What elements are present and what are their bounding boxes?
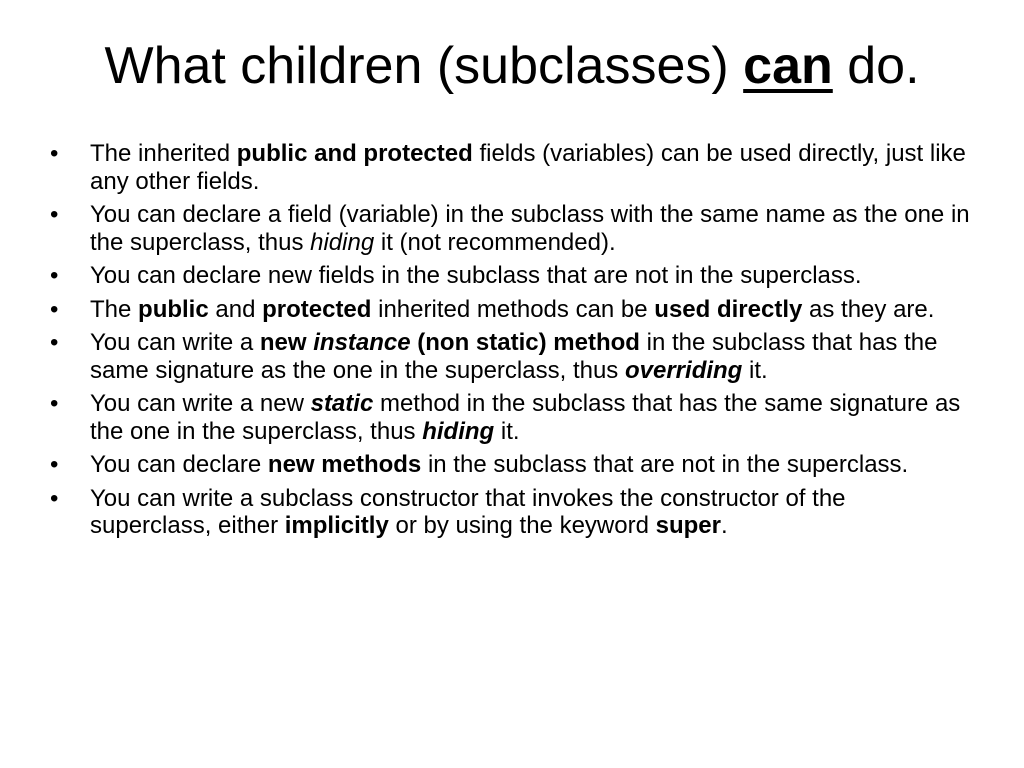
bullet-text-segment: You can declare new fields in the subclass that are not in the superclass. xyxy=(90,262,862,289)
bullet-text-segment: new methods xyxy=(267,451,422,478)
bullet-text-segment: or by using the keyword xyxy=(388,512,656,539)
bullet-item xyxy=(50,390,970,445)
bullet-text-segment: implicitly xyxy=(284,512,389,539)
bullet-text-segment: You can write a subclass constructor that invokes the constructor of the superclass, either xyxy=(90,484,846,539)
bullet-dot: • xyxy=(50,329,59,356)
title-text-after: do. xyxy=(832,37,920,95)
bullet-dot: • xyxy=(50,201,59,228)
bullet-text-segment: The xyxy=(90,295,139,323)
bullet-text-segment: You can declare xyxy=(90,451,268,478)
bullet-text-segment: used directly xyxy=(654,295,803,323)
bullet-text-segment: You can write a xyxy=(90,329,260,356)
bullet-text-segment: it. xyxy=(494,417,520,445)
bullet-text-segment: . xyxy=(720,512,728,539)
bullet-item xyxy=(50,451,970,479)
bullet-item xyxy=(50,329,970,384)
bullet-text-segment: protected xyxy=(262,295,372,323)
bullet-text-segment: hiding xyxy=(310,228,375,256)
bullet-text-segment: in the subclass that are not in the superclass. xyxy=(421,451,909,478)
bullet-dot: • xyxy=(50,484,59,512)
bullet-item xyxy=(50,262,970,290)
bullet-text-segment: and xyxy=(208,295,263,323)
bullet-dot: • xyxy=(50,390,59,417)
bullet-text-segment: The inherited xyxy=(90,140,237,167)
bullet-text-segment: overriding xyxy=(624,356,743,384)
title-text-before: What children (subclasses) xyxy=(104,37,744,95)
bullet-text-segment: You can write a new xyxy=(90,390,311,417)
bullet-text-segment: fields (variables) can be used directly, just like any other fields. xyxy=(90,140,966,195)
bullet-text-segment: inherited methods can be xyxy=(371,295,655,323)
slide-title xyxy=(0,30,1024,102)
bullet-item xyxy=(50,296,970,324)
bullet-text-segment: static xyxy=(310,390,374,417)
bullet-text-segment: instance xyxy=(313,329,411,356)
bullet-text-segment: as they are. xyxy=(802,295,935,323)
bullet-item xyxy=(50,140,970,195)
bullet-text-segment: method in the subclass that has the same signature as the one in the superclass, thus xyxy=(90,390,961,445)
title-emphasis: can xyxy=(743,37,833,95)
bullet-text-segment: new xyxy=(259,329,314,356)
bullet-dot: • xyxy=(50,451,59,478)
bullet-text-segment: in the subclass that has the same signature as the one in the superclass, thus xyxy=(90,329,938,384)
bullet-text-segment: hiding xyxy=(422,417,495,445)
bullet-item xyxy=(50,485,970,540)
bullet-text-segment: it (not recommended). xyxy=(374,228,616,256)
bullet-text-segment: super xyxy=(655,512,721,539)
bullet-item xyxy=(50,201,970,256)
bullet-text-segment: You can declare a field (variable) in the subclass with the same name as the one in the superclass, thus xyxy=(90,201,970,256)
bullet-list xyxy=(50,140,970,546)
bullet-dot: • xyxy=(50,295,59,323)
bullet-text-segment: public xyxy=(138,295,209,323)
bullet-dot: • xyxy=(50,140,59,167)
bullet-dot: • xyxy=(50,262,59,289)
bullet-text-segment: (non static) method xyxy=(410,329,640,356)
bullet-text-segment: it. xyxy=(742,356,768,384)
bullet-text-segment: public and protected xyxy=(236,140,473,167)
